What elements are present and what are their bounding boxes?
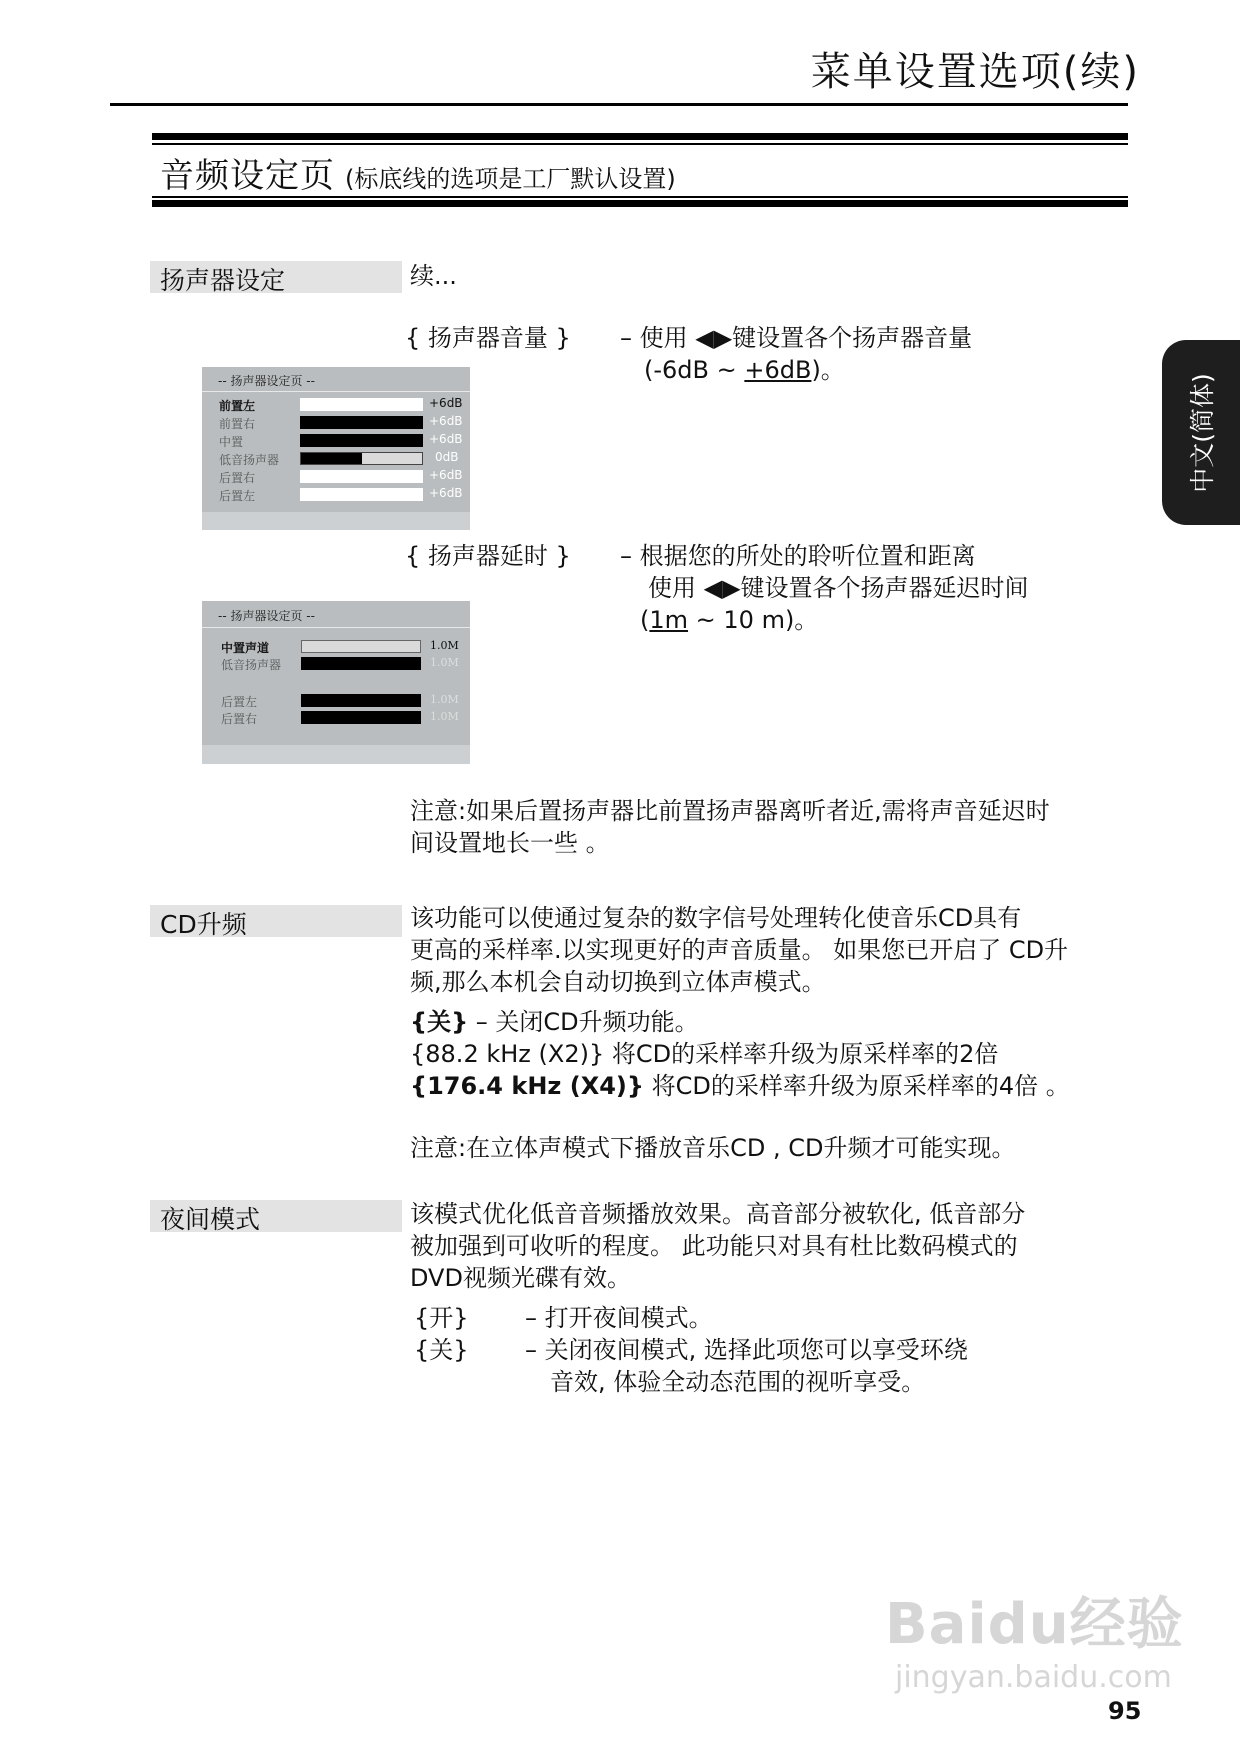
- speaker-note-line-1: 注意:如果后置扬声器比前置扬声器离听者近,需将声音延迟时: [410, 797, 1050, 825]
- osd-footer-bar: [202, 745, 470, 764]
- osd-delay-row-value: 1.0M: [430, 710, 459, 723]
- cd-upsampling-option-off-desc: – 关闭CD升频功能。: [468, 1008, 699, 1036]
- osd-volume-bar: [300, 416, 423, 429]
- speaker-note-line-2: 间设置地长一些 。: [410, 829, 610, 857]
- night-mode-desc-1: 该模式优化低音音频播放效果。高音部分被软化, 低音部分: [410, 1200, 1026, 1228]
- speaker-delay-range-default: 1m: [649, 606, 689, 634]
- osd-volume-bar: [300, 398, 423, 411]
- speaker-volume-desc: – 使用 ◀▶键设置各个扬声器音量: [620, 324, 973, 352]
- osd-speaker-volume-title: -- 扬声器设定页 --: [218, 374, 315, 388]
- osd-volume-row-value: +6dB: [429, 486, 463, 500]
- cd-upsampling-option-off-key: {关}: [410, 1008, 469, 1036]
- osd-volume-row-value: +6dB: [429, 396, 463, 410]
- speaker-volume-range-default: +6dB: [744, 356, 812, 384]
- osd-volume-bar: [300, 470, 423, 483]
- osd-delay-row-label: 后置右: [221, 712, 258, 726]
- cd-upsampling-desc-1: 该功能可以使通过复杂的数字信号处理转化使音乐CD具有: [410, 904, 1022, 932]
- speaker-delay-range: [640, 604, 818, 636]
- speaker-delay-range-suffix: ~ 10 m)。: [688, 606, 819, 634]
- osd-speaker-delay-panel: [202, 601, 470, 764]
- osd-delay-row-label: 低音扬声器: [221, 658, 282, 672]
- night-mode-option-off-desc-1: – 关闭夜间模式, 选择此项您可以享受环绕: [525, 1336, 968, 1364]
- language-side-tab: [1162, 340, 1240, 525]
- osd-delay-bar: [301, 657, 421, 670]
- cd-upsampling-option-88: {88.2 kHz (X2)} 将CD的采样率升级为原采样率的2倍: [410, 1040, 999, 1068]
- night-mode-option-on-desc: – 打开夜间模式。: [525, 1304, 713, 1332]
- osd-delay-bar: [301, 711, 421, 724]
- osd-volume-row-label: 后置左: [219, 489, 256, 503]
- osd-delay-row-label: 后置左: [221, 695, 258, 709]
- speaker-volume-range-prefix: (-6dB ~: [644, 356, 745, 384]
- night-mode-label: 夜间模式: [150, 1200, 402, 1232]
- osd-subwoofer-level-fill: [301, 453, 362, 464]
- baidu-watermark-url: jingyan.baidu.com: [895, 1660, 1172, 1695]
- section-band-bottom-thin: [152, 196, 1128, 198]
- osd-volume-row-label: 中置: [219, 435, 244, 449]
- section-title-main: 音频设定页: [160, 156, 335, 196]
- osd-volume-row-value: +6dB: [429, 432, 463, 446]
- page-title: 菜单设置选项(续): [810, 49, 1140, 95]
- osd-volume-row-value: +6dB: [429, 414, 463, 428]
- osd-volume-row-label: 前置左: [219, 399, 256, 413]
- cd-upsampling-note: 注意:在立体声模式下播放音乐CD , CD升频才可能实现。: [410, 1134, 1016, 1162]
- osd-delay-row-value: 1.0M: [430, 693, 459, 706]
- section-title: [160, 148, 676, 197]
- osd-delay-row-value: 1.0M: [430, 639, 459, 652]
- osd-volume-bar: [300, 434, 423, 447]
- osd-subwoofer-level-bar: [300, 452, 423, 465]
- osd-volume-row-value: +6dB: [429, 468, 463, 482]
- night-mode-option-off-key: {关}: [414, 1336, 469, 1364]
- section-band-bottom-thick: [152, 200, 1128, 207]
- header-rule: [110, 103, 1128, 106]
- cd-upsampling-desc-3: 频,那么本机会自动切换到立体声模式。: [410, 968, 826, 996]
- cd-upsampling-option-176-desc: 将CD的采样率升级为原采样率的4倍 。: [643, 1072, 1070, 1100]
- cd-upsampling-option-176: [410, 1070, 1070, 1102]
- speaker-volume-range-suffix: )。: [811, 356, 845, 384]
- night-mode-desc-3: DVD视频光碟有效。: [410, 1264, 631, 1292]
- page-number: 95: [1108, 1697, 1142, 1725]
- osd-delay-row-value: 1.0M: [430, 656, 459, 669]
- speaker-delay-option: { 扬声器延时 }: [405, 542, 571, 570]
- osd-speaker-volume-panel: [202, 367, 470, 530]
- osd-delay-bar: [301, 694, 421, 707]
- section-title-subtitle: (标底线的选项是工厂默认设置): [345, 165, 676, 193]
- osd-volume-row-label: 后置右: [219, 471, 256, 485]
- osd-speaker-delay-title: -- 扬声器设定页 --: [218, 609, 315, 623]
- osd-delay-row-label: 中置声道: [221, 641, 270, 655]
- speaker-volume-range: [644, 354, 845, 386]
- language-side-tab-label: 中文(简体): [1188, 372, 1217, 493]
- osd-volume-row-label: 前置右: [219, 417, 256, 431]
- osd-volume-bar: [300, 488, 423, 501]
- night-mode-option-on-key: {开}: [414, 1304, 469, 1332]
- night-mode-desc-2: 被加强到可收听的程度。 此功能只对具有杜比数码模式的: [410, 1232, 1018, 1260]
- cd-upsampling-option-176-key: {176.4 kHz (X4)}: [410, 1072, 644, 1100]
- speaker-volume-option: { 扬声器音量 }: [405, 324, 571, 352]
- cd-upsampling-label: CD升频: [150, 905, 402, 937]
- baidu-watermark-brand: Baidu经验: [885, 1592, 1184, 1657]
- osd-volume-row-value: 0dB: [435, 450, 459, 464]
- speaker-setup-label: 扬声器设定: [150, 261, 402, 293]
- osd-delay-bar: [301, 640, 421, 653]
- osd-footer-bar: [202, 512, 470, 530]
- osd-volume-row-label: 低音扬声器: [219, 453, 280, 467]
- cd-upsampling-desc-2: 更高的采样率.以实现更好的声音质量。 如果您已开启了 CD升: [410, 936, 1069, 964]
- speaker-delay-desc-2: 使用 ◀▶键设置各个扬声器延迟时间: [648, 574, 1029, 602]
- section-band-top-thin: [152, 143, 1128, 145]
- baidu-watermark: [885, 1580, 1184, 1695]
- night-mode-option-off-desc-2: 音效, 体验全动态范围的视听享受。: [550, 1368, 926, 1396]
- section-band-top-thick: [152, 133, 1128, 140]
- speaker-setup-continued: 续...: [410, 262, 457, 290]
- speaker-delay-desc-1: – 根据您的所处的聆听位置和距离: [620, 542, 976, 570]
- cd-upsampling-option-off: [410, 1006, 699, 1038]
- speaker-delay-range-prefix: (: [640, 606, 650, 634]
